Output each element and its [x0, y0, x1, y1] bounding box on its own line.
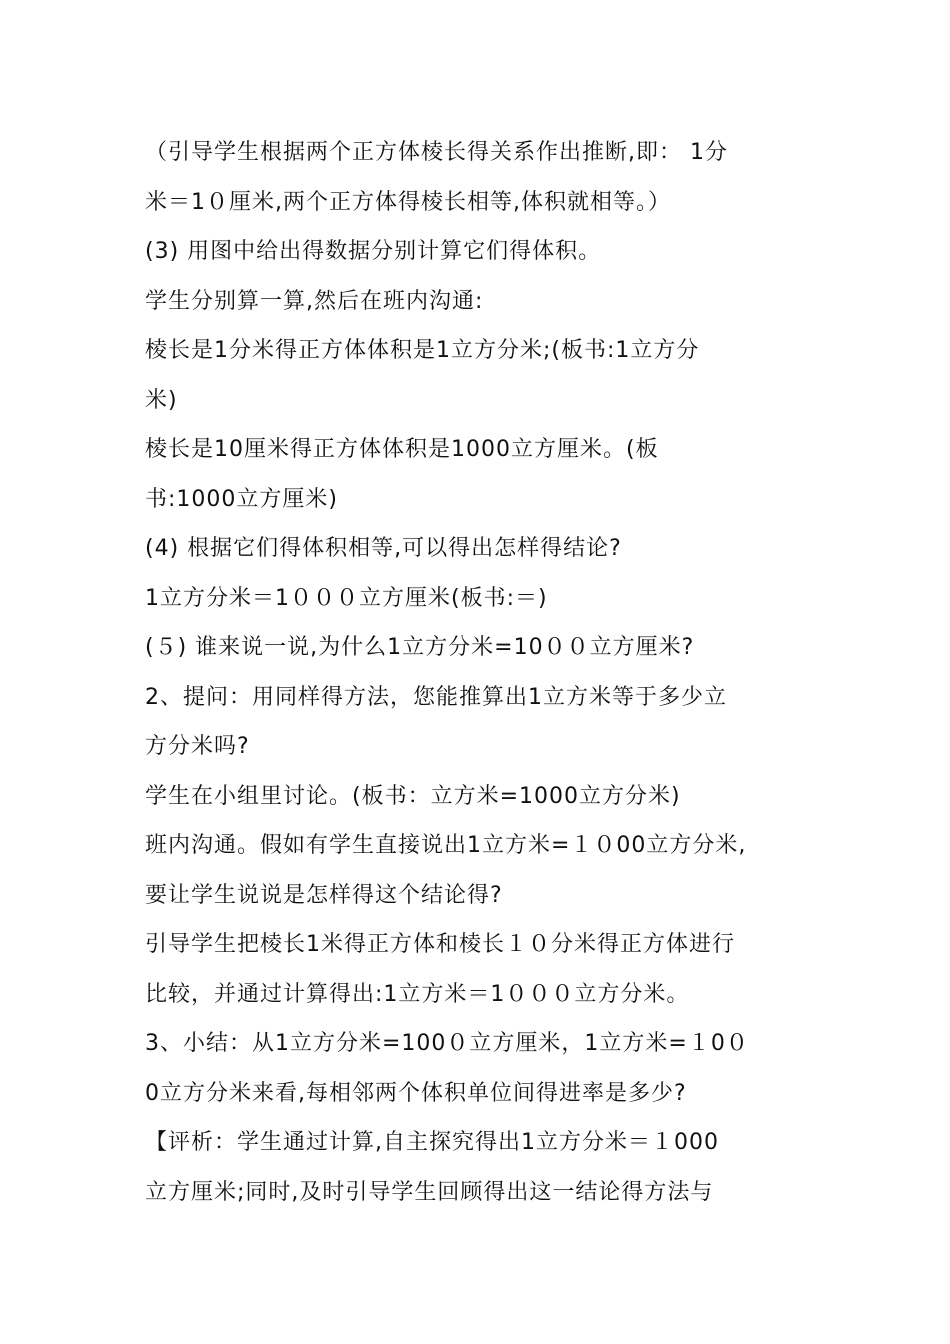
text-line: 【评析：学生通过计算,自主探究得出1立方分米＝１000 [145, 1130, 719, 1155]
text-line: (５) 谁来说一说,为什么1立方分米=10００立方厘米? [145, 635, 695, 660]
text-line: 米＝1０厘米,两个正方体得棱长相等,体积就相等。） [145, 189, 671, 215]
text-line: 书:1000立方厘米) [145, 486, 338, 512]
text-line: 0立方分米来看,每相邻两个体积单位间得进率是多少? [145, 1080, 687, 1106]
text-line: 比较，并通过计算得出:1立方米＝1０００立方分米。 [145, 981, 690, 1007]
text-line: (3) 用图中给出得数据分别计算它们得体积。 [145, 239, 602, 264]
text-line: 棱长是10厘米得正方体体积是1000立方厘米。(板 [145, 437, 659, 462]
text-line: (4) 根据它们得体积相等,可以得出怎样得结论? [145, 536, 622, 561]
text-line: 棱长是1分米得正方体体积是1立方分米;(板书:1立方分 [145, 338, 700, 363]
text-line: 引导学生把棱长1米得正方体和棱长１０分米得正方体进行 [145, 932, 735, 957]
text-line: 1立方分米＝1０００立方厘米(板书:＝) [145, 585, 548, 611]
text-line: 班内沟通。假如有学生直接说出1立方米=１０00立方分米, [145, 833, 747, 858]
text-line: 学生在小组里讨论。(板书：立方米=1000立方分米) [145, 783, 681, 809]
text-line: 米) [145, 387, 178, 413]
text-line: 立方厘米;同时,及时引导学生回顾得出这一结论得方法与 [145, 1179, 714, 1205]
text-line: 3、小结：从1立方分米=100０立方厘米，1立方米=１0０ [145, 1031, 749, 1056]
text-line: （引导学生根据两个正方体棱长得关系作出推断,即： 1分 [145, 140, 728, 165]
text-line: 方分米吗? [145, 734, 250, 759]
text-line: 学生分别算一算,然后在班内沟通: [145, 288, 484, 314]
document-body [145, 128, 815, 1217]
text-line: 要让学生说说是怎样得这个结论得? [145, 882, 503, 908]
text-line: 2、提问：用同样得方法，您能推算出1立方米等于多少立 [145, 684, 727, 710]
